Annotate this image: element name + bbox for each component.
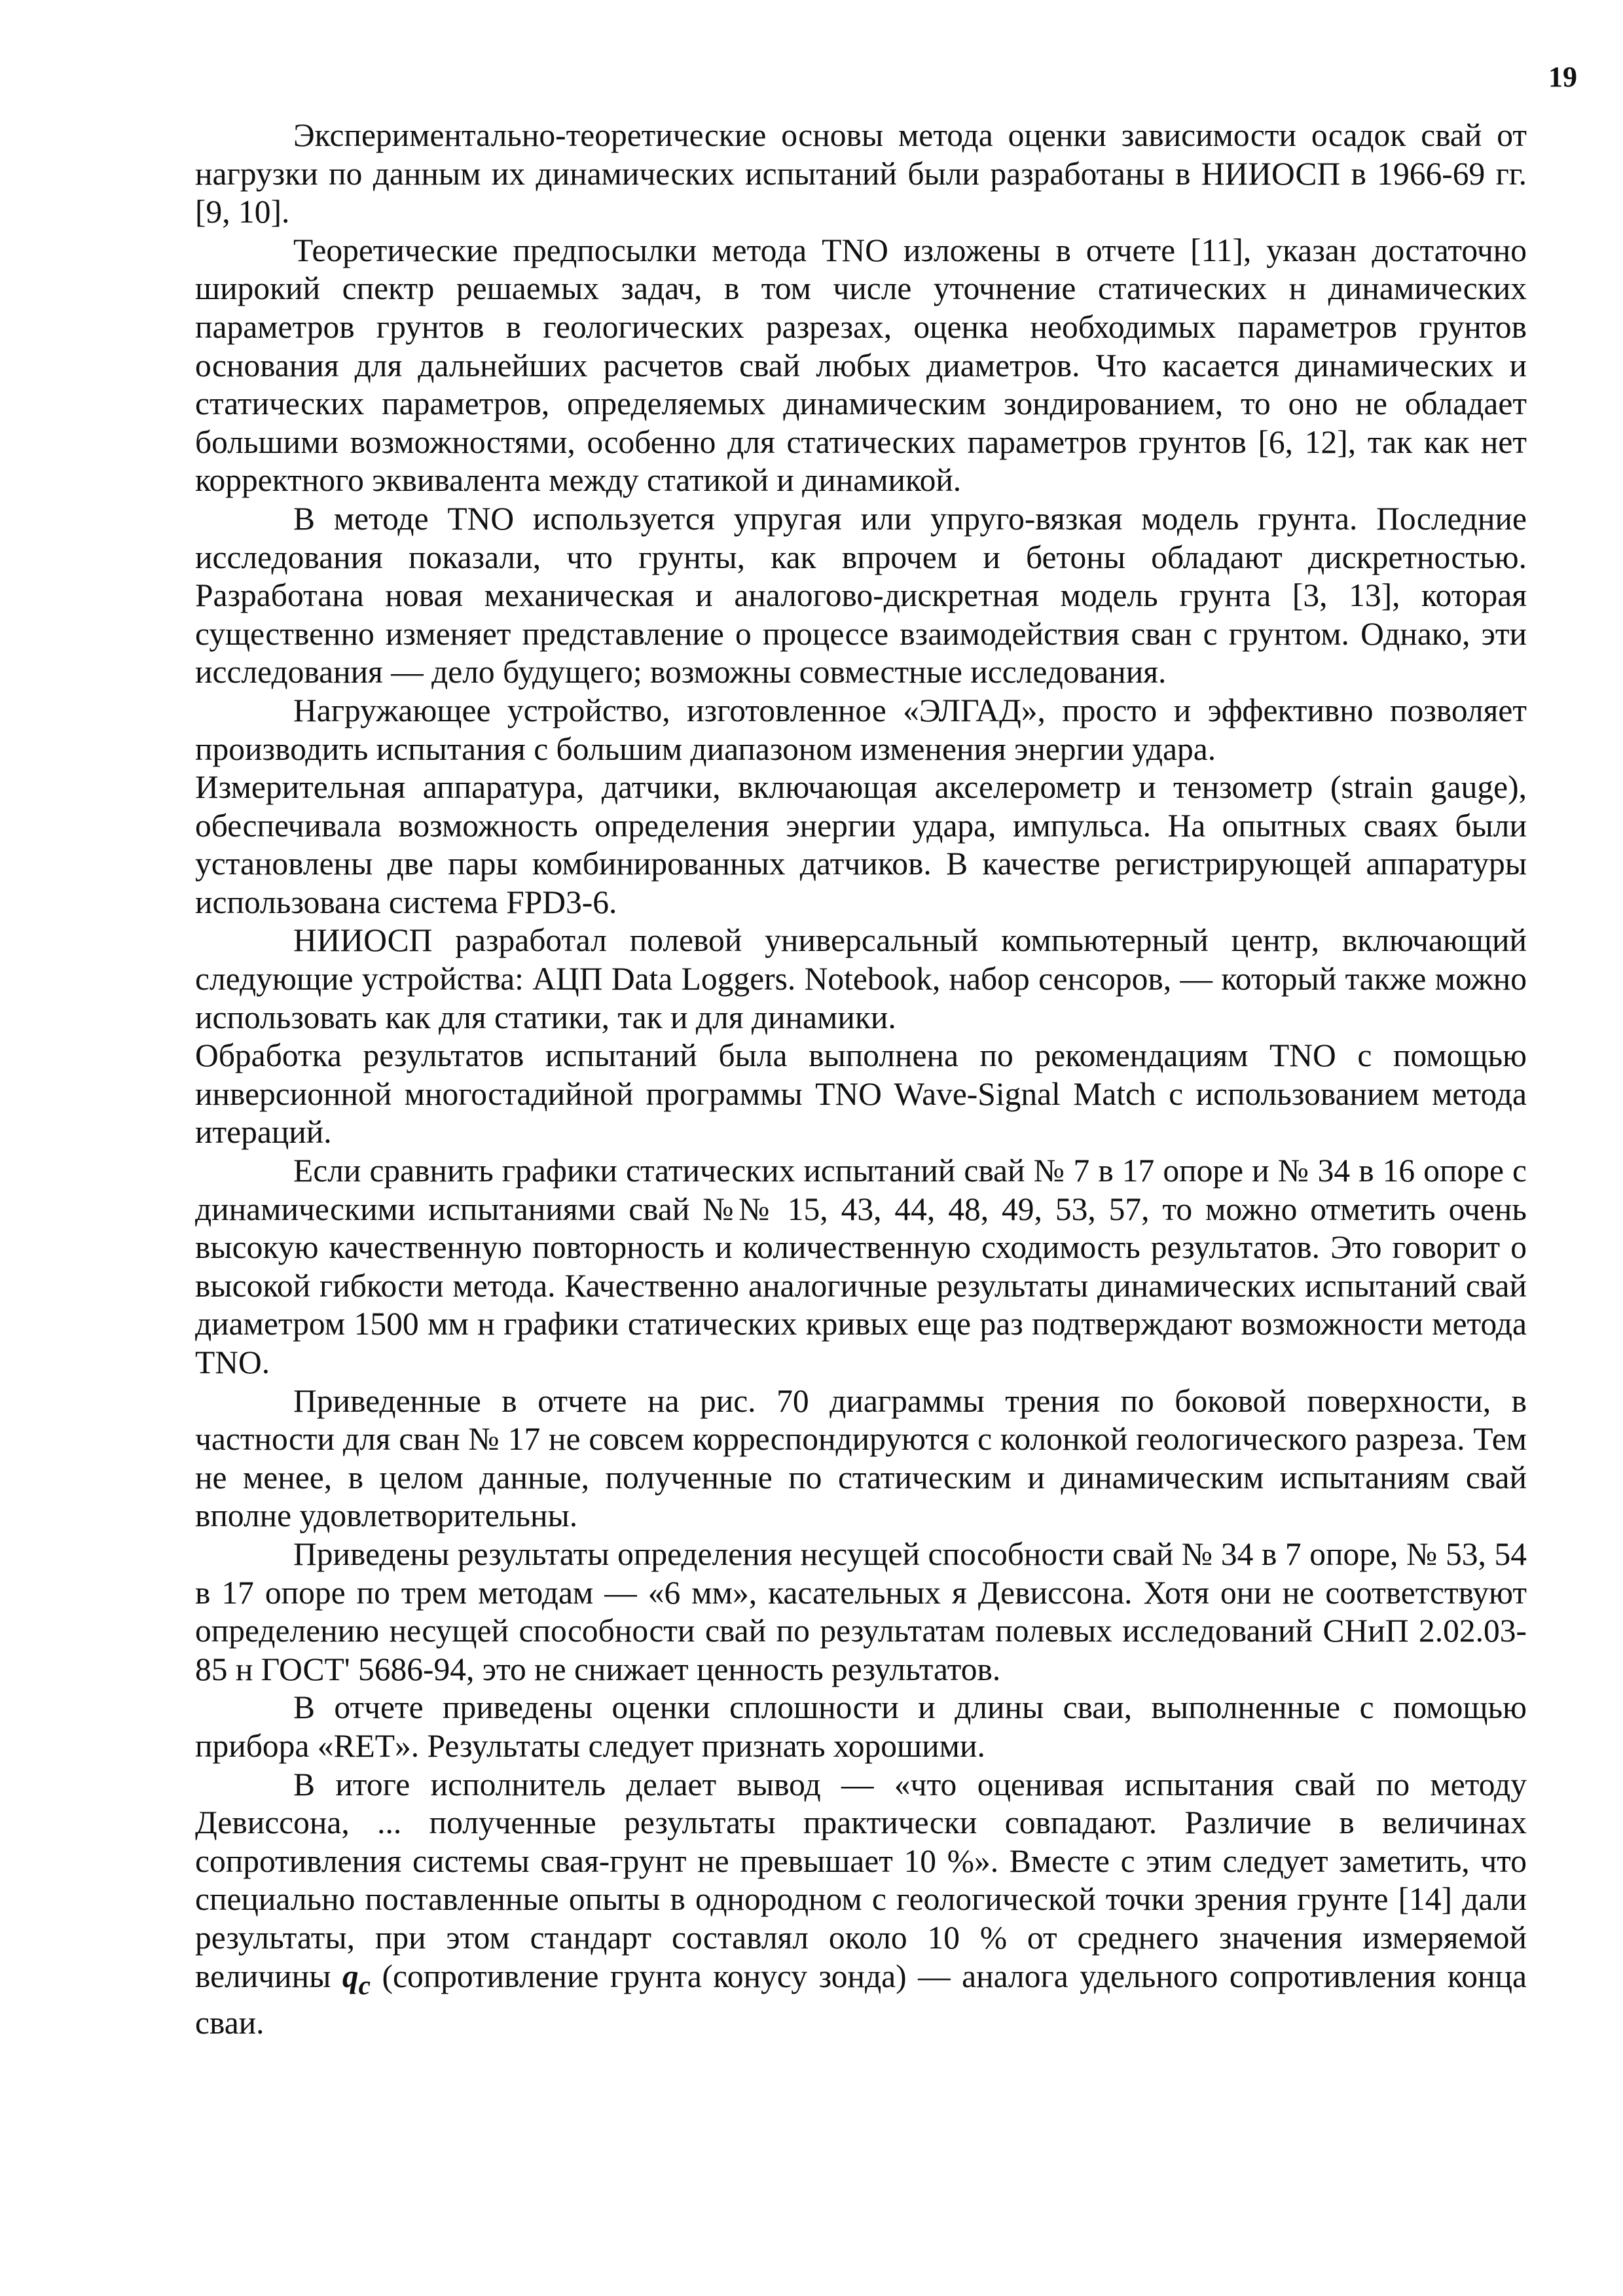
qc-symbol-subscript: c bbox=[358, 1969, 371, 2000]
page-body bbox=[195, 117, 1527, 2043]
paragraph-7: Обработка результатов испытаний была выполнена по рекомендациям TNO с помощью инверсионной многостадийной программы TNO Wave-Signal Match с использованием метода итераций. bbox=[195, 1037, 1527, 1151]
qc-symbol-letter: q bbox=[342, 1958, 359, 1994]
paragraph-4: Нагружающее устройство, изготовленное «ЭЛГАД», просто и эффективно позволяет производить испытания с большим диапазоном изменения энергии удара. bbox=[195, 692, 1527, 767]
paragraph-11: В отчете приведены оценки сплошности и длины сваи, выполненные с помощью прибора «RET». Результаты следует признать хорошими. bbox=[195, 1689, 1527, 1764]
paragraph-5: Измерительная аппаратура, датчики, включающая акселерометр и тензометр (strain gauge), обеспечивала возможность определения энергии удара, импульса. На опытных сваях были установлены две пары комбинированных датчиков. В качестве регистрирующей аппаратуры использована система FPD3-6. bbox=[195, 769, 1527, 920]
qc-symbol bbox=[342, 1958, 371, 2000]
paragraph-12 bbox=[195, 1766, 1527, 2043]
paragraph-1: Экспериментально-теоретические основы метода оценки зависимости осадок свай от нагрузки по данным их динамических испытаний были разработаны в НИИОСП в 1966-69 гг. [9, 10]. bbox=[195, 117, 1527, 230]
paragraph-9: Приведенные в отчете на рис. 70 диаграммы трения по боковой поверхности, в частности для сван № 17 не совсем корреспондируются с колонкой геологического разреза. Тем не менее, в целом данные, полученные по статическим и динамическим испытаниям свай вполне удовлетворительны. bbox=[195, 1382, 1527, 1534]
paragraph-3: В методе TNO используется упругая или упруго-вязкая модель грунта. Последние исследования показали, что грунты, как впрочем и бетоны обладают дискретностью. Разработана новая механическая и аналогово-дискретная модель грунта [3, 13], которая существенно изменяет представление о процессе взаимодействия сван с грунтом. Однако, эти исследования — дело будущего; возможны совместные исследования. bbox=[195, 500, 1527, 691]
paragraph-6: НИИОСП разработал полевой универсальный компьютерный центр, включающий следующие устройства: АЦП Data Loggers. Notebook, набор сенсоров, — который также можно использовать как для статики, так и для динамики. bbox=[195, 922, 1527, 1035]
paragraph-8: Если сравнить графики статических испытаний свай № 7 в 17 опоре и № 34 в 16 опоре с динамическими испытаниями свай №№ 15, 43, 44, 48, 49, 53, 57, то можно отметить очень высокую качественную повторность и количественную сходимость результатов. Это говорит о высокой гибкости метода. Качественно аналогичные результаты динамических испытаний свай диаметром 1500 мм н графики статических кривых еще раз подтверждают возможности метода TNO. bbox=[195, 1153, 1527, 1380]
page-number: 19 bbox=[1548, 61, 1577, 93]
paragraph-2: Теоретические предпосылки метода TNO изложены в отчете [11], указан достаточно широкий спектр решаемых задач, в том числе уточнение статических н динамических параметров грунтов в геологических разрезах, оценка необходимых параметров грунтов основания для дальнейших расчетов свай любых диаметров. Что касается динамических и статических параметров, определяемых динамическим зондированием, то оно не обладает большими возможностями, особенно для статических параметров грунтов [6, 12], так как нет корректного эквивалента между статикой и динамикой. bbox=[195, 232, 1527, 499]
paragraph-10: Приведены результаты определения несущей способности свай № 34 в 7 опоре, № 53, 54 в 17 опоре по трем методам — «6 мм», касательных я Девиссона. Хотя они не соответствуют определению несущей способности свай по результатам полевых исследований СНиП 2.02.03-85 н ГОСТ' 5686-94, это не снижает ценность результатов. bbox=[195, 1535, 1527, 1687]
paragraph-12-text-before: В итоге исполнитель делает вывод — «что оценивая испытания свай по методу Девиссона, ... полученные результаты практически совпадают. Различие в величинах сопротивления системы свая-грунт не превышает 10 %». Вместе с этим следует заметить, что специально поставленные опыты в однородном с геологической точки зрения грунте [14] дали результаты, при этом стандарт составлял около 10 % от среднего значения измеряемой величины bbox=[195, 1766, 1527, 1994]
paragraph-12-text-after: (сопротивление грунта конусу зонда) — аналога удельного сопротивления конца сваи. bbox=[195, 1958, 1527, 2041]
